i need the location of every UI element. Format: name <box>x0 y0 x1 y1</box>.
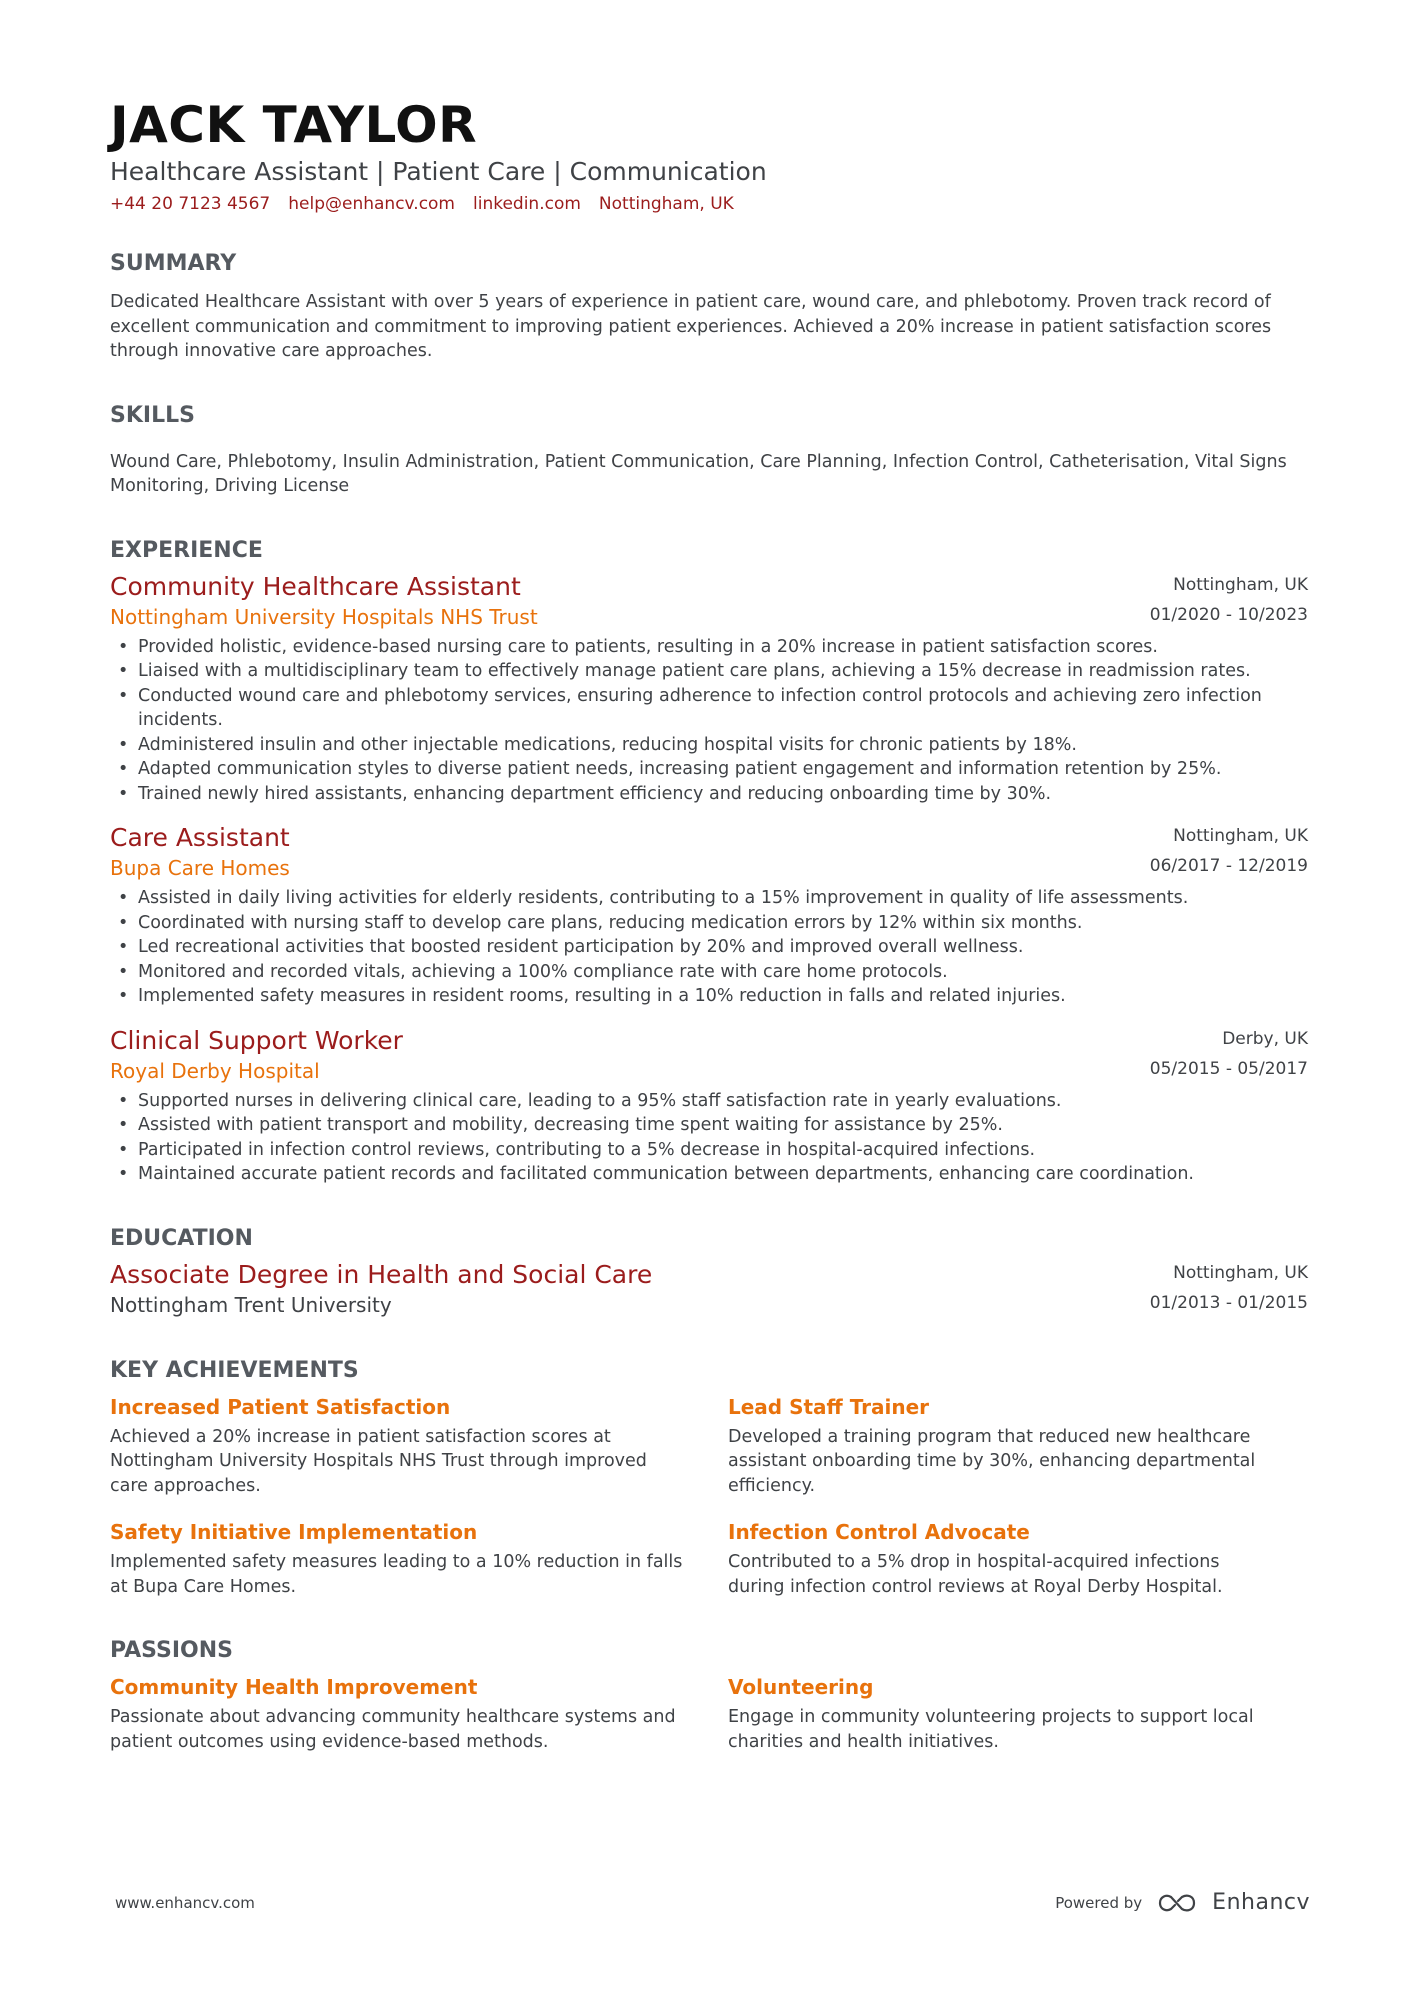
job-bullet: • Supported nurses in delivering clinical care, leading to a 95% staff satisfaction rate in yearly evaluations. <box>110 1089 1308 1114</box>
skills-list: Wound Care, Phlebotomy, Insulin Administration, Patient Communication, Care Planning, Infection Control, Catheterisation, Vital Signs Monitoring, Driving License <box>110 451 1287 496</box>
education-section <box>110 1225 1308 1319</box>
school-name: Nottingham Trent University <box>110 1292 392 1317</box>
job-title: Community Healthcare Assistant <box>110 571 521 601</box>
education-entry-left <box>110 1259 652 1319</box>
job-bullet: • Implemented safety measures in resident rooms, resulting in a 10% reduction in falls and related injuries. <box>110 984 1308 1009</box>
passion-desc: Passionate about advancing community healthcare systems and patient outcomes using evidence-based methods. <box>110 1707 676 1752</box>
job-bullet: • Provided holistic, evidence-based nursing care to patients, resulting in a 20% increase in patient satisfaction scores. <box>110 635 1308 660</box>
achievement-title: Infection Control Advocate <box>728 1520 1030 1544</box>
experience-entry-right <box>1150 1025 1308 1081</box>
experience-entry-header <box>110 571 1308 631</box>
job-bullets <box>110 1089 1308 1187</box>
job-bullets <box>110 635 1308 807</box>
summary-section <box>110 250 1308 364</box>
passions-title: PASSIONS <box>110 1638 233 1663</box>
enhancv-brand-name: Enhancv <box>1212 1890 1310 1915</box>
contact-phone[interactable]: +44 20 7123 4567 <box>110 194 271 214</box>
achievement-title: Increased Patient Satisfaction <box>110 1394 451 1419</box>
achievement-item <box>728 1393 1308 1499</box>
experience-entry-left <box>110 1025 403 1085</box>
job-title: Clinical Support Worker <box>110 1025 403 1055</box>
experience-entry <box>110 822 1308 1009</box>
job-bullet: • Assisted with patient transport and mobility, decreasing time spent waiting for assistance by 25%. <box>110 1113 1308 1138</box>
contact-email[interactable]: help@enhancv.com <box>288 194 455 214</box>
experience-entry-left <box>110 822 290 882</box>
contact-bar <box>110 192 1308 216</box>
job-location: Nottingham, UK <box>1173 574 1308 595</box>
achievements-grid <box>110 1393 1308 1600</box>
contact-linkedin[interactable]: linkedin.com <box>473 194 581 214</box>
experience-entry <box>110 571 1308 807</box>
candidate-headline: Healthcare Assistant | Patient Care | Communication <box>110 157 767 186</box>
experience-entry-right <box>1150 822 1308 878</box>
powered-by-label: Powered by <box>1055 1893 1143 1912</box>
experience-entry-header <box>110 822 1308 882</box>
achievement-title: Safety Initiative Implementation <box>110 1520 478 1544</box>
enhancv-logo-icon <box>1156 1891 1202 1915</box>
degree-title: Associate Degree in Health and Social Care <box>110 1259 653 1289</box>
job-dates: 05/2015 - 05/2017 <box>1149 1058 1308 1079</box>
page-footer <box>115 1890 1310 1915</box>
achievement-desc: Contributed to a 5% drop in hospital-acquired infections during infection control reviews at Royal Derby Hospital. <box>728 1552 1223 1597</box>
experience-title: EXPERIENCE <box>110 537 263 563</box>
passion-title: Community Health Improvement <box>110 1675 478 1699</box>
footer-branding <box>1055 1890 1310 1915</box>
job-location: Derby, UK <box>1222 1028 1308 1049</box>
achievements-title: KEY ACHIEVEMENTS <box>110 1357 359 1383</box>
passions-grid <box>110 1673 1308 1754</box>
summary-text: Dedicated Healthcare Assistant with over 5 years of experience in patient care, wound care, and phlebotomy. Proven track record of excellent communication and commitment to improving patient experiences. Achieved a 20% increase in patient satisfaction scores through innovative care approaches. <box>110 292 1272 361</box>
footer-website-link[interactable]: www.enhancv.com <box>115 1893 255 1912</box>
job-dates: 01/2020 - 10/2023 <box>1149 604 1308 625</box>
experience-entry <box>110 1025 1308 1187</box>
education-entry <box>110 1259 1308 1319</box>
experience-section <box>110 537 1308 1187</box>
achievements-section <box>110 1357 1308 1600</box>
job-bullet: • Coordinated with nursing staff to develop care plans, reducing medication errors by 12% within six months. <box>110 911 1308 936</box>
job-bullet: • Liaised with a multidisciplinary team to effectively manage patient care plans, achieving a 15% decrease in readmission rates. <box>110 659 1308 684</box>
skills-title: SKILLS <box>110 402 195 428</box>
resume-header <box>110 96 1308 216</box>
skills-section <box>110 402 1308 499</box>
job-bullet: • Monitored and recorded vitals, achieving a 100% compliance rate with care home protocols. <box>110 960 1308 985</box>
passion-item <box>728 1673 1308 1754</box>
experience-entry-right <box>1150 571 1308 627</box>
job-bullet: • Led recreational activities that boosted resident participation by 20% and improved overall wellness. <box>110 935 1308 960</box>
job-company: Nottingham University Hospitals NHS Trust <box>110 604 538 629</box>
summary-title: SUMMARY <box>110 251 237 276</box>
achievement-desc: Implemented safety measures leading to a 10% reduction in falls at Bupa Care Homes. <box>110 1552 683 1597</box>
passion-desc: Engage in community volunteering projects to support local charities and health initiatives. <box>728 1707 1254 1752</box>
job-bullet: • Participated in infection control reviews, contributing to a 5% decrease in hospital-acquired infections. <box>110 1138 1308 1163</box>
education-entry-header <box>110 1259 1308 1319</box>
enhancv-brand[interactable] <box>1156 1890 1310 1915</box>
contact-location: Nottingham, UK <box>598 194 734 214</box>
passion-item <box>110 1673 728 1754</box>
job-bullet: • Adapted communication styles to diverse patient needs, increasing patient engagement and information retention by 25%. <box>110 757 1308 782</box>
education-entry-right <box>1150 1259 1308 1315</box>
experience-entry-left <box>110 571 538 631</box>
achievement-item <box>110 1393 728 1499</box>
experience-entry-header <box>110 1025 1308 1085</box>
education-location: Nottingham, UK <box>1173 1262 1308 1283</box>
education-dates: 01/2013 - 01/2015 <box>1149 1292 1308 1313</box>
job-location: Nottingham, UK <box>1173 826 1308 846</box>
job-company: Royal Derby Hospital <box>110 1058 320 1083</box>
candidate-name: JACK TAYLOR <box>110 96 478 154</box>
education-title: EDUCATION <box>110 1225 253 1251</box>
job-bullet: • Assisted in daily living activities for elderly residents, contributing to a 15% improvement in quality of life assessments. <box>110 886 1308 911</box>
passions-section <box>110 1637 1308 1754</box>
job-bullet: • Trained newly hired assistants, enhancing department efficiency and reducing onboarding time by 30%. <box>110 782 1308 807</box>
achievement-title: Lead Staff Trainer <box>728 1394 930 1419</box>
achievement-desc: Developed a training program that reduced new healthcare assistant onboarding time by 30%, enhancing departmental efficiency. <box>728 1426 1256 1496</box>
job-title: Care Assistant <box>110 823 290 852</box>
job-bullet: • Conducted wound care and phlebotomy services, ensuring adherence to infection control protocols and achieving zero infection incidents. <box>110 684 1308 733</box>
resume-page <box>110 96 1308 1754</box>
job-company: Bupa Care Homes <box>110 856 290 880</box>
job-bullets <box>110 886 1308 1009</box>
job-bullet: • Administered insulin and other injectable medications, reducing hospital visits for chronic patients by 18%. <box>110 733 1308 758</box>
job-bullet: • Maintained accurate patient records and facilitated communication between departments, enhancing care coordination. <box>110 1162 1308 1187</box>
job-dates: 06/2017 - 12/2019 <box>1149 856 1308 876</box>
passion-title: Volunteering <box>728 1675 874 1699</box>
achievement-item <box>728 1518 1308 1599</box>
achievement-desc: Achieved a 20% increase in patient satisfaction scores at Nottingham University Hospitals NHS Trust through improved care approaches. <box>110 1426 647 1496</box>
achievement-item <box>110 1518 728 1599</box>
